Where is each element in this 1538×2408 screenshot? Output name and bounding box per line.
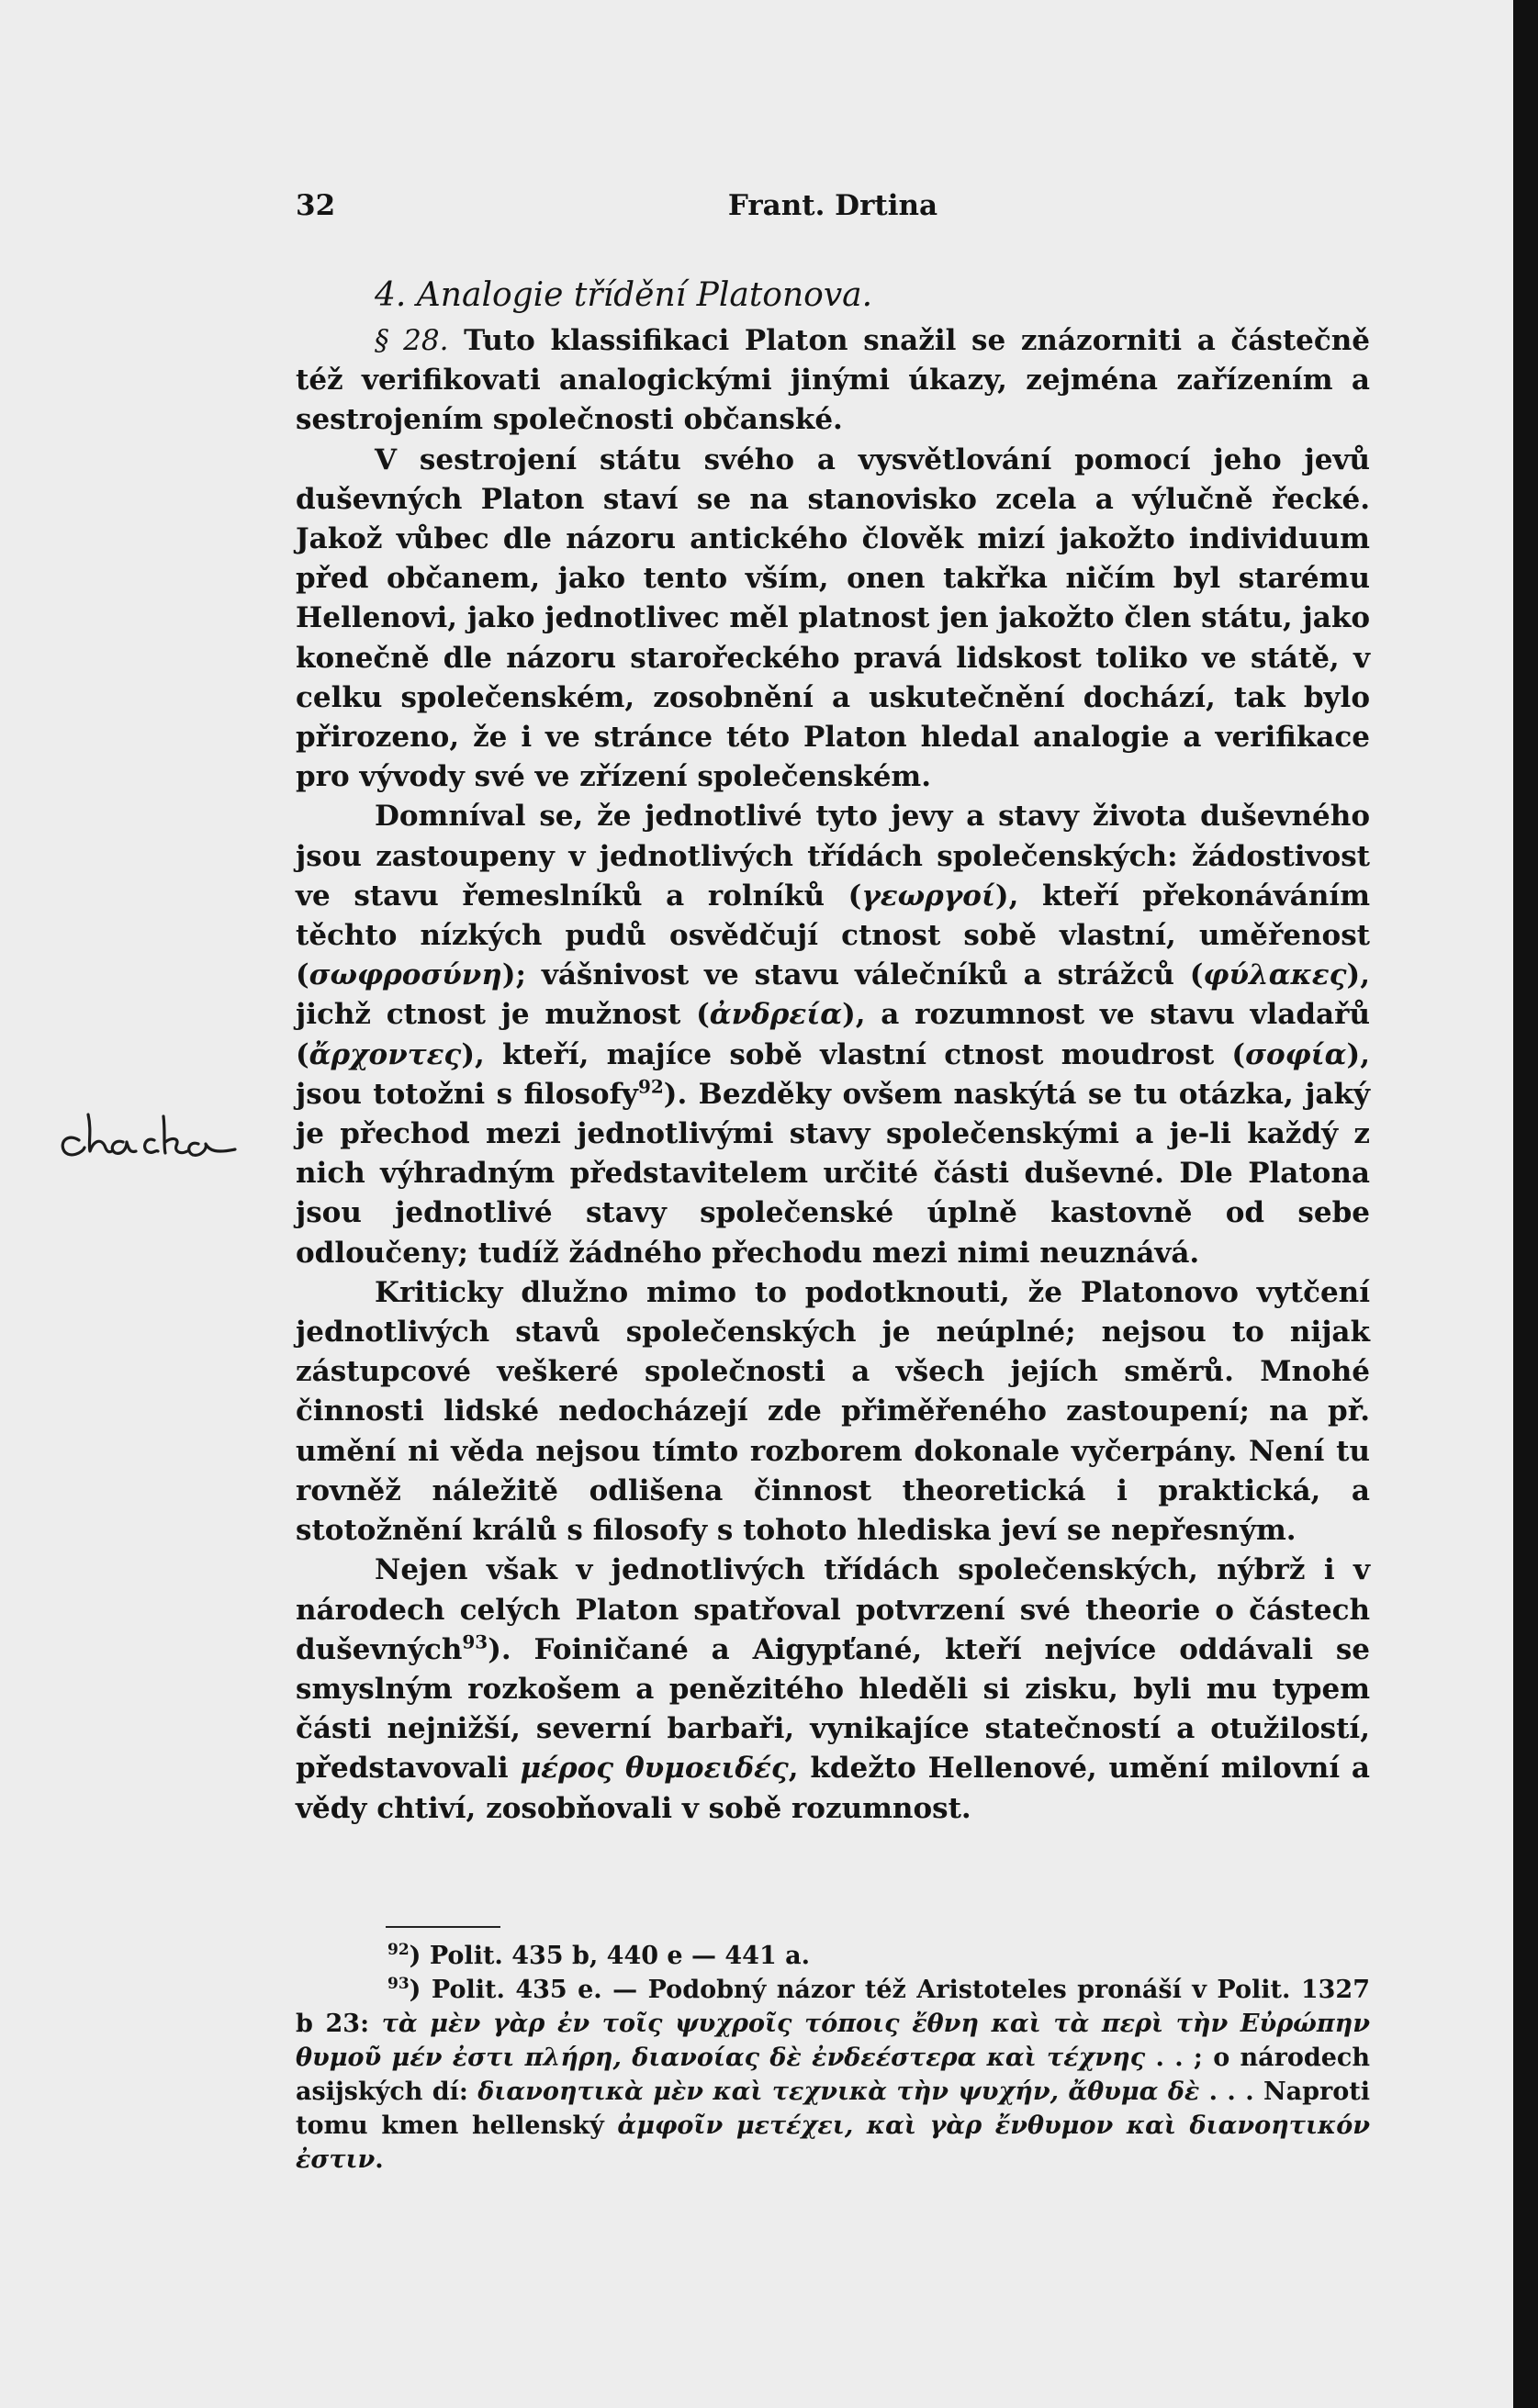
greek-term: σωφροσύνη <box>309 958 502 992</box>
footnote-reference[interactable]: 92 <box>637 1075 664 1098</box>
text-run: ), a rozumnost ve stavu vladařů ( <box>296 998 1370 1071</box>
paragraph-3 <box>296 797 1370 1272</box>
greek-quote: τὰ μὲν γὰρ ἐν τοῖς ψυχροῖς τόποις ἔθνη καὶ τὰ περὶ τὴν Εὐρώπην θυμοῦ μέν ἐστι πλήρη, διανοίας δὲ ἐνδεέστερα καὶ τέχνης <box>296 2010 1370 2072</box>
footnote-text: . <box>375 2145 384 2174</box>
footnote-reference[interactable]: 93 <box>462 1630 488 1653</box>
footnote-text: . . . Naproti tomu kmen hellenský <box>296 2078 1370 2140</box>
footnote-92 <box>296 1939 1370 1973</box>
footnote-text: . . ; o národech asijských dí: <box>296 2044 1370 2106</box>
text-run: ). Foiničané a Aigypťané, kteří nejvíce oddávali se smyslným rozkošem a penězitého hleděli si zisku, byli mu typem části nejnižší, severní barbaři, vynikajíce statečností a otužilostí, představovali <box>296 1632 1370 1786</box>
section-number: § 28. <box>375 324 449 357</box>
greek-term: ἄρχοντες <box>309 1037 462 1071</box>
greek-term: μέρος θυμοειδές <box>520 1752 789 1786</box>
text-run: ), kteří, majíce sobě vlastní ctnost moudrost ( <box>461 1037 1246 1071</box>
text-run: , kdežto Hellenové, umění milovní a vědy chtiví, zosobňovali v sobě rozumnost. <box>296 1752 1370 1825</box>
greek-term: σοφία <box>1245 1037 1347 1071</box>
text-run: Domníval se, že jednotlivé tyto jevy a stavy života duševného jsou zastoupeny v jednotlivých třídách společenských: žádostivost ve stavu řemeslníků a rolníků ( <box>296 800 1370 913</box>
page-number: 32 <box>296 189 336 222</box>
footnote-mark: 93 <box>387 1975 410 1993</box>
text-run: ). Bezděky ovšem naskýtá se tu otázka, jaký je přechod mezi jednotlivými stavy společenskými a je-li každý z nich výhradným představitelem určité části duševné. Dle Platona jsou jednotlivé stavy společenské úplně kastovně od sebe odloučeny; tudíž žádného přechodu mezi nimi neuznává. <box>296 1077 1370 1270</box>
footnotes <box>296 1939 1370 2177</box>
greek-quote: ἀμφοῖν μετέχει, καὶ γὰρ ἔνθυμον καὶ διανοητικόν ἐστιν <box>296 2111 1370 2174</box>
margin-handwriting <box>51 1105 263 1160</box>
paragraph-1-text: Tuto klassifikaci Platon snažil se znázorniti a částečně též verifikovati analogickými jinými úkazy, zejména zařízením a sestrojením společnosti občanské. <box>296 324 1370 437</box>
paragraph-1 <box>296 321 1370 441</box>
page-header <box>296 189 1370 235</box>
footnote-93 <box>296 1973 1370 2177</box>
text-run: ); vášnivost ve stavu válečníků a strážců ( <box>501 958 1204 992</box>
greek-term: ἀνδρεία <box>709 998 843 1032</box>
text-run: ), jsou totožni s filosofy <box>296 1037 1370 1111</box>
section-title: 4. Analogie třídění Platonova. <box>375 276 873 314</box>
text-run: Nejen však v jednotlivých třídách společenských, nýbrž i v národech celých Platon spatřoval potvrzení své theorie o částech duševných <box>296 1553 1370 1666</box>
greek-quote: διανοητικὰ μὲν καὶ τεχνικὰ τὴν ψυχήν, ἄθυμα δὲ <box>477 2078 1200 2106</box>
main-text <box>296 275 1370 1829</box>
greek-term: γεωργοί <box>861 879 995 913</box>
scan-edge <box>1513 0 1538 2408</box>
text-run: ), kteří překonáváním těchto nízkých pudů osvědčují ctnost sobě vlastní, uměřenost ( <box>296 879 1371 992</box>
paragraph-5 <box>296 1551 1370 1828</box>
footnote-text: ) Polit. 435 b, 440 e — 441 a. <box>409 1942 811 1970</box>
text-run: ), jichž ctnost je mužnost ( <box>296 958 1370 1032</box>
paragraph-2: V sestrojení státu svého a vysvětlování pomocí jeho jevů duševných Platon staví se na stanovisko zcela a výlučně řecké. Jakož vůbec dle názoru antického člověk mizí jakožto individuum před občanem, jako tento vším, onen takřka ničím byl starému Hellenovi, jako jednotlivec měl platnost jen jakožto člen státu, jako konečně dle názoru starořeckého pravá lidskost toliko ve státě, v celku společenském, zosobnění a uskutečnění dochází, tak bylo přirozeno, že i ve stránce této Platon hledal analogie a verifikace pro vývody své ve zřízení společenském. <box>296 442 1370 794</box>
footnote-mark: 92 <box>387 1941 410 1959</box>
greek-term: φύλακες <box>1203 958 1347 992</box>
footnote-divider <box>386 1926 500 1928</box>
paragraph-4: Kriticky dlužno mimo to podotknouti, že Platonovo vytčení jednotlivých stavů společenských je neúplné; nejsou to nijak zástupcové veškeré společnosti a všech jejích směrů. Mnohé činnosti lidské nedocházejí zde přiměřeného zastoupení; na př. umění ni věda nejsou tímto rozborem dokonale vyčerpány. Není tu rovněž náležitě odlišena činnost theoretická i praktická, a stotožnění králů s filosofy s tohoto hlediska jeví se nepřesným. <box>296 1275 1370 1548</box>
footnote-text: ) Polit. 435 e. — Podobný názor též Aristoteles pronáší v Polit. 1327 b 23: <box>296 1976 1370 2038</box>
running-head: Frant. Drtina <box>727 189 938 222</box>
